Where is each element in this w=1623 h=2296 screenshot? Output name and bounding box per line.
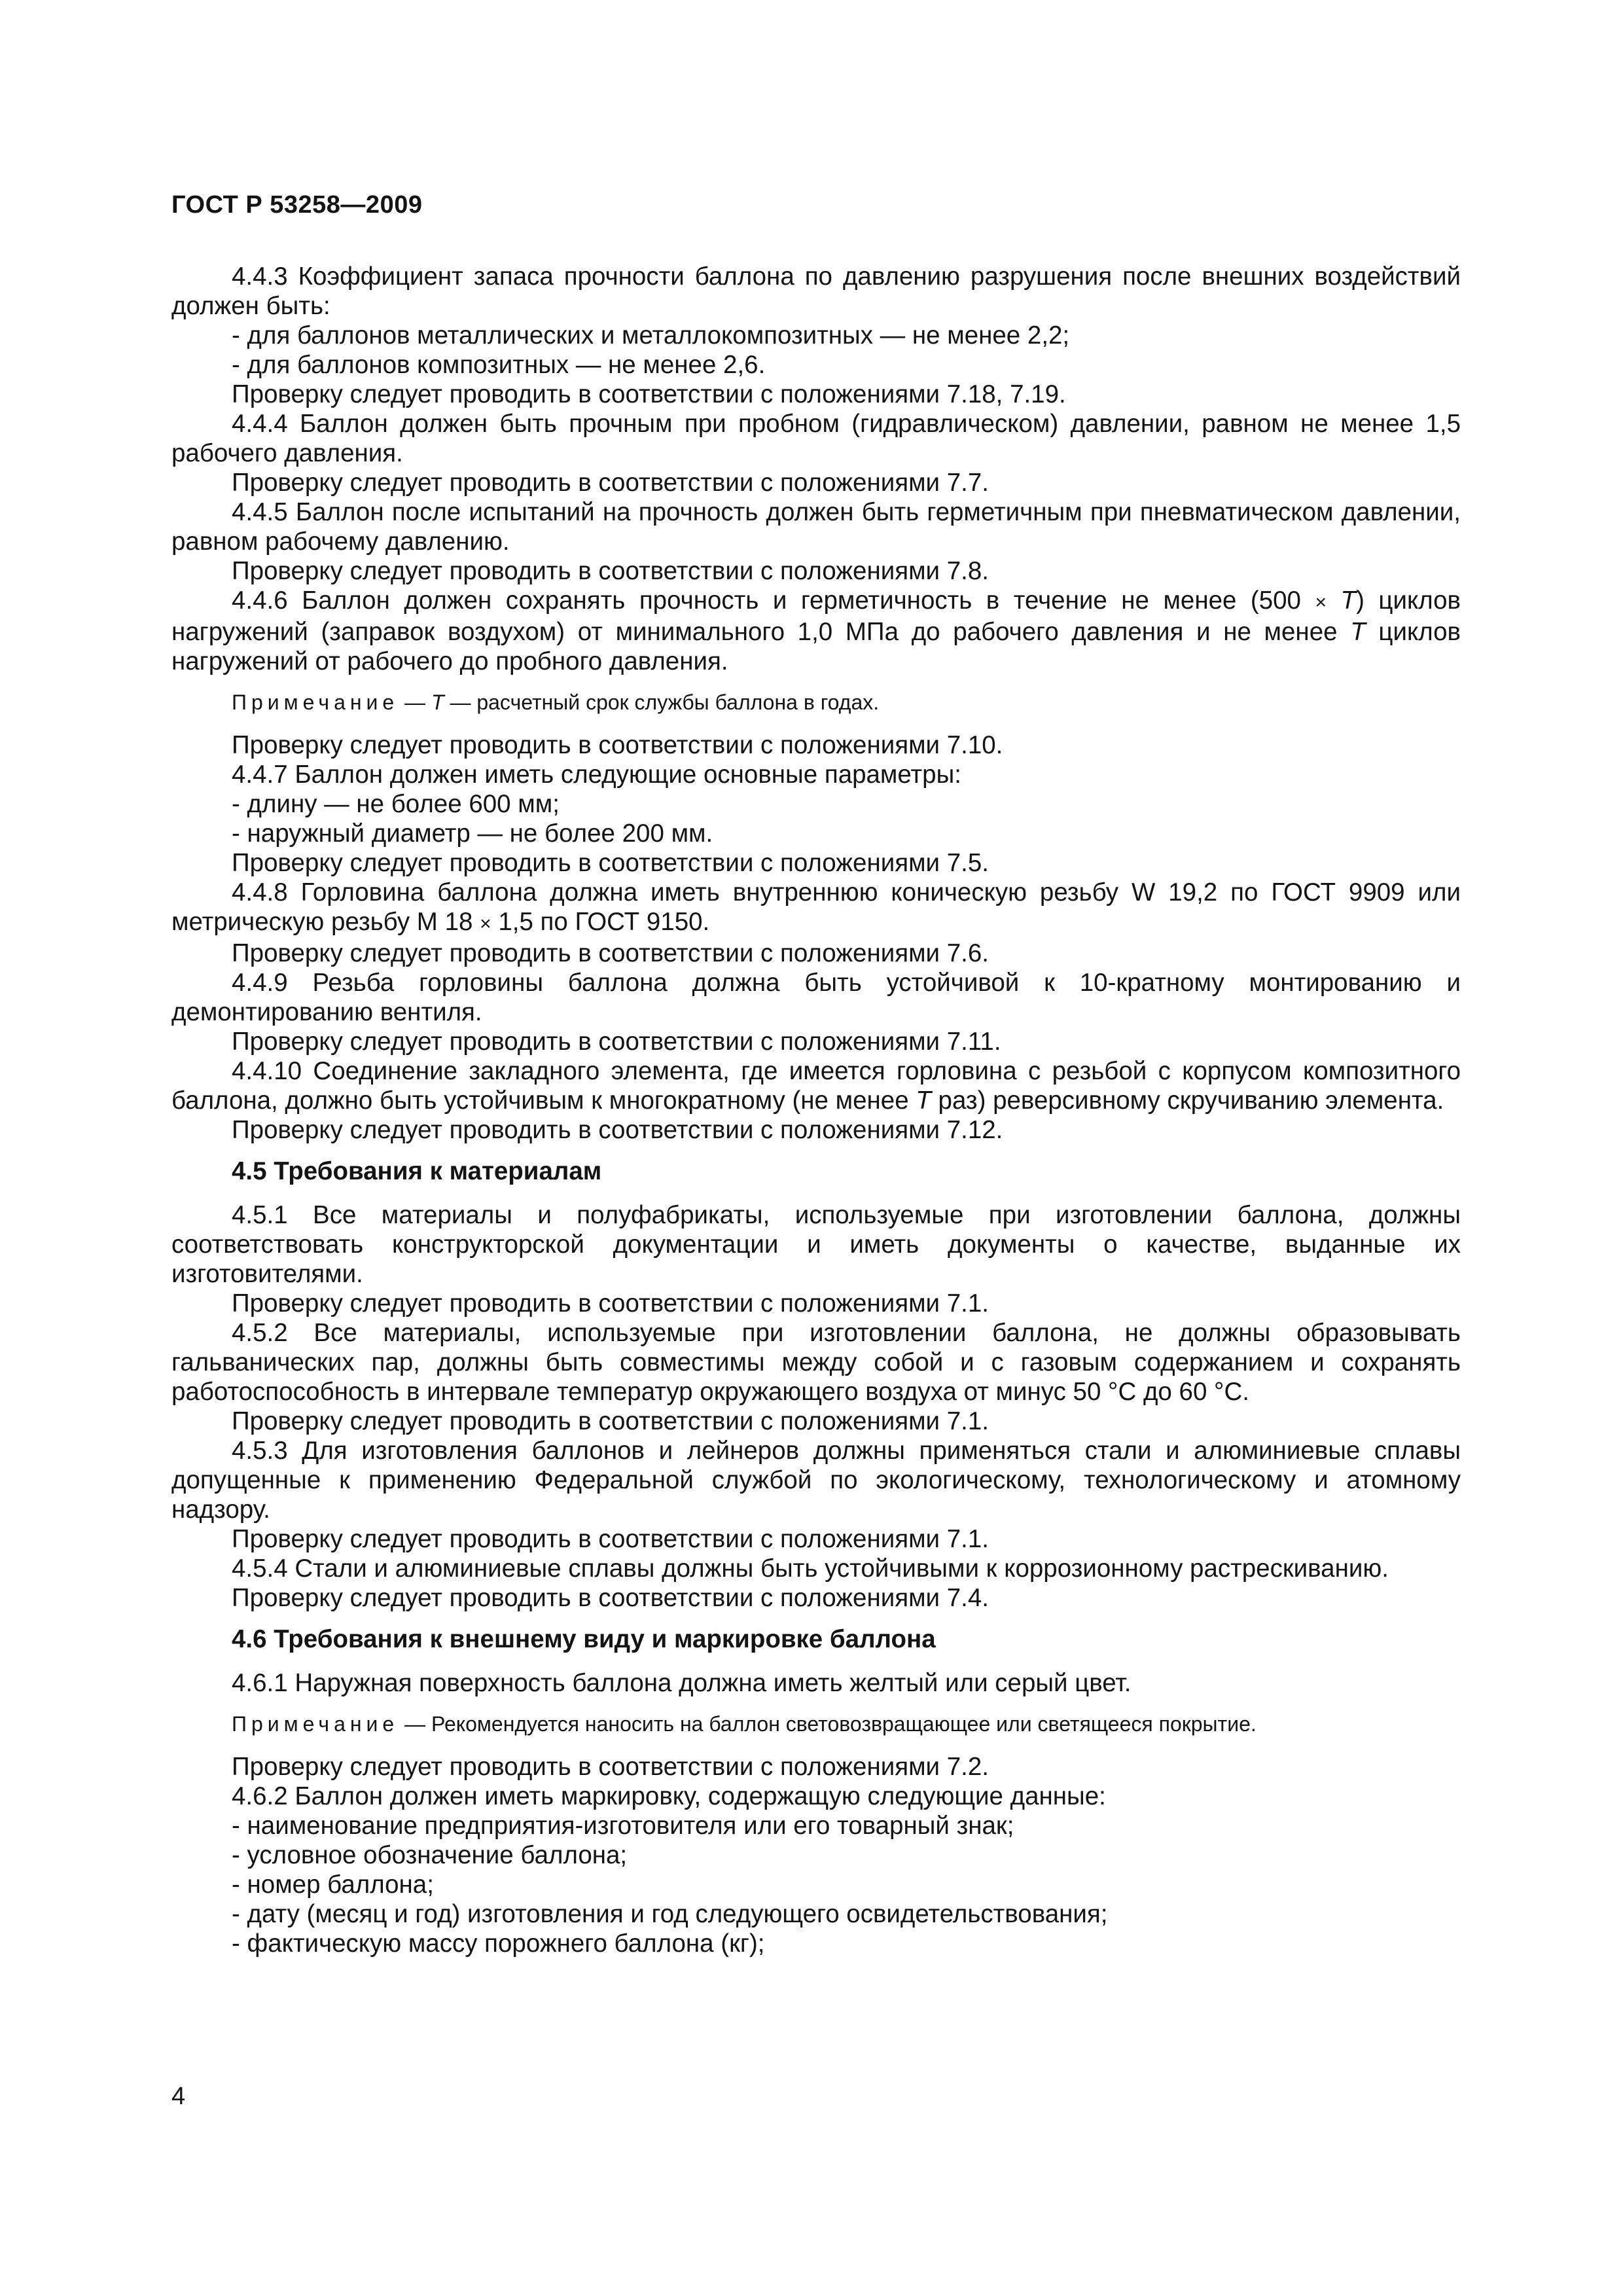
verification-note: Проверку следует проводить в соответствии с положениями 7.18, 7.19. [232, 380, 1066, 408]
variable-t: T [1350, 618, 1366, 646]
note-text: — расчетный срок службы баллона в годах. [444, 691, 880, 714]
list-item: - номер баллона; [232, 1871, 434, 1899]
variable-t: T [916, 1086, 931, 1115]
paragraph-4-4-4: 4.4.4 Баллон должен быть прочным при пробном (гидравлическом) давлении, равном не менее 1,5 рабочего давления. [171, 410, 1461, 467]
verification-note: Проверку следует проводить в соответствии с положениями 7.7. [232, 469, 989, 497]
multiply-sign: × [1315, 592, 1327, 613]
variable-t: T [1340, 586, 1357, 615]
list-item: - наружный диаметр — не более 200 мм. [232, 819, 713, 848]
document-body [171, 262, 1461, 1958]
verification-note: Проверку следует проводить в соответствии с положениями 7.10. [232, 731, 1003, 759]
paragraph-4-4-5: 4.4.5 Баллон после испытаний на прочность должен быть герметичным при пневматическом давлении, равном рабочему давлению. [171, 498, 1461, 556]
list-item: - для баллонов композитных — не менее 2,6. [232, 351, 766, 379]
note-label: Примечание [232, 691, 399, 714]
verification-note: Проверку следует проводить в соответствии с положениями 7.2. [232, 1753, 989, 1781]
page-number: 4 [171, 2083, 186, 2110]
verification-note: Проверку следует проводить в соответствии с положениями 7.1. [232, 1289, 989, 1318]
verification-note: Проверку следует проводить в соответствии с положениями 7.4. [232, 1584, 989, 1612]
paragraph-4-4-3: 4.4.3 Коэффициент запаса прочности баллона по давлению разрушения после внешних воздействий должен быть: [171, 262, 1461, 320]
paragraph-4-5-3: 4.5.3 Для изготовления баллонов и лейнеров должны применяться стали и алюминиевые сплавы допущенные к применению Федеральной службой по экологическому, технологическому и атомному надзору. [171, 1437, 1461, 1524]
paragraph-text: 4.4.8 Горловина баллона должна иметь внутреннюю коническую резьбу W 19,2 по ГОСТ 9909 или метрическую резьбу М 18 [171, 878, 1461, 936]
section-heading-4-6: 4.6 Требования к внешнему виду и маркировке баллона [232, 1625, 936, 1653]
paragraph-4-4-6 [171, 586, 1461, 676]
paragraph-4-4-10 [171, 1056, 1461, 1115]
paragraph-4-5-4: 4.5.4 Стали и алюминиевые сплавы должны быть устойчивыми к коррозионному растрескиванию. [232, 1554, 1389, 1583]
verification-note: Проверку следует проводить в соответствии с положениями 7.12. [232, 1116, 1003, 1144]
list-item: - для баллонов металлических и металлокомпозитных — не менее 2,2; [232, 321, 1070, 350]
standard-header: ГОСТ Р 53258—2009 [171, 191, 423, 219]
paragraph-4-4-9: 4.4.9 Резьба горловины баллона должна быть устойчивой к 10-кратному монтированию и демонтированию вентиля. [171, 969, 1461, 1026]
verification-note: Проверку следует проводить в соответствии с положениями 7.11. [232, 1028, 1001, 1056]
note-reflective-coating [171, 1698, 1461, 1752]
note-service-life [171, 676, 1461, 730]
paragraph-text: 4.4.10 Соединение закладного элемента, где имеется горловина с резьбой с корпусом композитного баллона, должно быть устойчивым к многократному (не менее [171, 1057, 1461, 1115]
variable-t: T [431, 691, 444, 714]
multiply-sign: × [480, 913, 491, 935]
paragraph-text: циклов нагружений от рабочего до пробного давления. [171, 618, 1461, 675]
note-text: — Рекомендуется наносить на баллон световозвращающее или светящееся покрытие. [399, 1712, 1257, 1736]
paragraph-text: 1,5 по ГОСТ 9150. [491, 908, 710, 936]
paragraph-4-5-2: 4.5.2 Все материалы, используемые при изготовлении баллона, не должны образовывать гальванических пар, должны быть совместимы между собой и с газовым содержанием и сохранять работоспособность в интервале температур окружающего воздуха от минус 50 °С до 60 °С. [171, 1319, 1461, 1406]
paragraph-text: ) циклов нагружений (заправок воздухом) от минимального 1,0 МПа до рабочего давления и не менее [171, 586, 1461, 646]
note-text: — [399, 691, 431, 714]
paragraph-4-4-7: 4.4.7 Баллон должен иметь следующие основные параметры: [232, 761, 961, 789]
list-item: - условное обозначение баллона; [232, 1841, 628, 1869]
paragraph-text: 4.4.6 Баллон должен сохранять прочность и герметичность в течение не менее (500 [232, 586, 1315, 615]
list-item: - фактическую массу порожнего баллона (кг); [232, 1929, 765, 1958]
section-heading-4-5: 4.5 Требования к материалам [232, 1157, 602, 1185]
paragraph-4-6-2: 4.6.2 Баллон должен иметь маркировку, содержащую следующие данные: [232, 1782, 1106, 1810]
verification-note: Проверку следует проводить в соответствии с положениями 7.5. [232, 849, 989, 877]
list-item: - длину — не более 600 мм; [232, 790, 560, 818]
list-item: - дату (месяц и год) изготовления и год следующего освидетельствования; [232, 1900, 1108, 1928]
verification-note: Проверку следует проводить в соответствии с положениями 7.6. [232, 939, 989, 967]
paragraph-4-6-1: 4.6.1 Наружная поверхность баллона должна иметь желтый или серый цвет. [232, 1669, 1132, 1697]
verification-note: Проверку следует проводить в соответствии с положениями 7.8. [232, 557, 989, 585]
paragraph-4-5-1: 4.5.1 Все материалы и полуфабрикаты, используемые при изготовлении баллона, должны соответствовать конструкторской документации и иметь документы о качестве, выданные их изготовителями. [171, 1201, 1461, 1288]
paragraph-4-4-8 [171, 878, 1461, 939]
verification-note: Проверку следует проводить в соответствии с положениями 7.1. [232, 1407, 989, 1435]
verification-note: Проверку следует проводить в соответствии с положениями 7.1. [232, 1525, 989, 1553]
paragraph-text: раз) реверсивному скручиванию элемента. [931, 1086, 1444, 1115]
note-label: Примечание [232, 1712, 399, 1736]
list-item: - наименование предприятия-изготовителя или его товарный знак; [232, 1812, 1014, 1840]
